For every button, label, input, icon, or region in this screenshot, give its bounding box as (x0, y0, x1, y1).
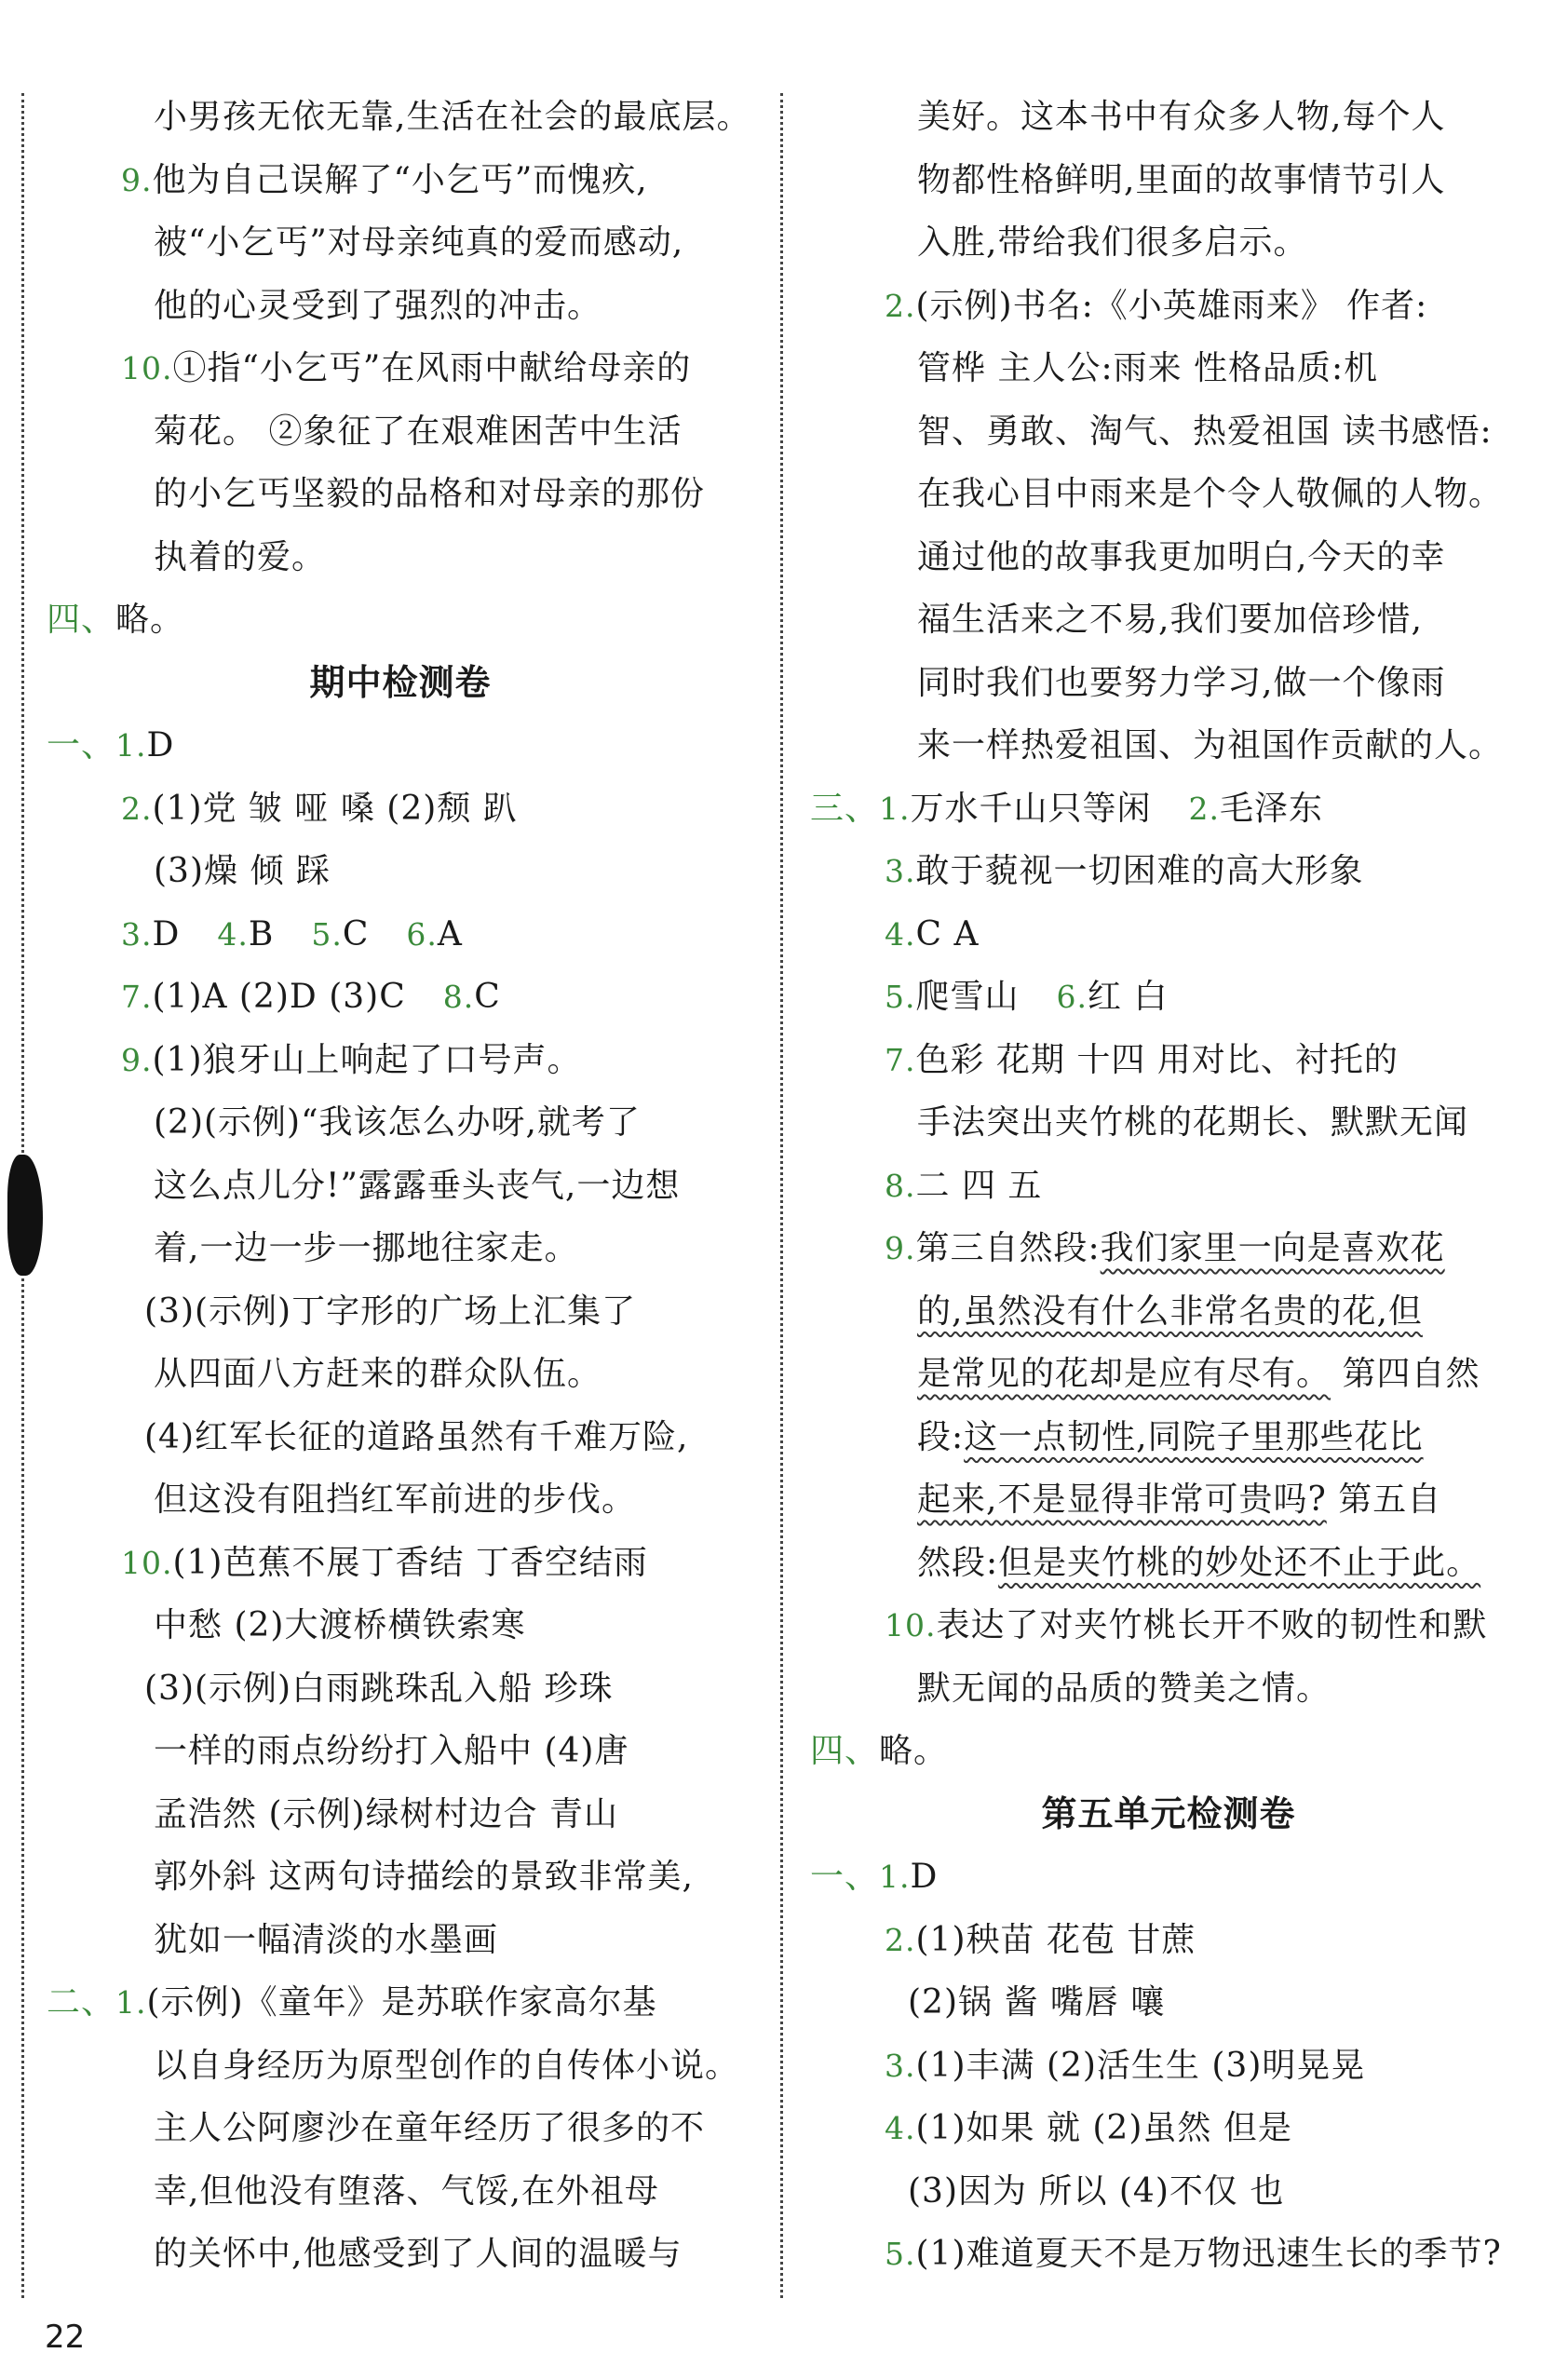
answer-text: (3)(示例)丁字形的广场上汇集了 (144, 1291, 637, 1331)
answer-text: 来一样热爱祖国、为祖国作贡献的人。 (917, 726, 1504, 764)
item-number: 1. (115, 1984, 147, 2021)
answer-text: C (342, 914, 370, 953)
answer-line (37, 149, 764, 212)
answer-line (37, 1029, 764, 1092)
answer-text: (2)锅 酱 嘴唇 嚷 (908, 1983, 1166, 2022)
answer-text: C (474, 978, 501, 1016)
answer-line (801, 2035, 1536, 2098)
answer-line (37, 1909, 764, 1972)
answer-line (801, 2097, 1536, 2160)
item-number: 10. (121, 350, 173, 386)
answer-text: 同时我们也要努力学习,做一个像雨 (917, 663, 1446, 702)
answer-text: 美好。这本书中有众多人物,每个人 (917, 98, 1446, 136)
answer-text: (1)难道夏天不是万物迅速生长的季节? (915, 2235, 1502, 2273)
underlined-answer-text: 我们家里一向是喜欢花 (1100, 1229, 1445, 1267)
answer-text: 略。 (879, 1732, 949, 1770)
answer-text: B (248, 914, 275, 953)
answer-text: 红 白 (1088, 978, 1169, 1016)
answer-text: 色彩 花期 十四 用对比、衬托的 (915, 1040, 1399, 1079)
answer-text: 以自身经历为原型创作的自传体小说。 (154, 2046, 740, 2085)
answer-text: 孟浩然 (示例)绿树村边合 青山 (154, 1794, 618, 1833)
answer-text: (示例)书名:《小英雄雨来》 作者: (915, 286, 1428, 325)
answer-text: 着,一边一步一挪地往家走。 (154, 1229, 579, 1267)
answer-text: (1)丰满 (2)活生生 (3)明晃晃 (915, 2046, 1366, 2085)
item-number: 3. (885, 853, 916, 889)
answer-line (801, 1909, 1536, 1972)
item-number: 2. (1188, 790, 1221, 827)
answer-text: (2)(示例)“我该怎么办呀,就考了 (154, 1103, 641, 1142)
right-column (801, 86, 1536, 2286)
answer-text: 郭外斜 这两句诗描绘的景致非常美, (154, 1858, 694, 1896)
underlined-answer-text: 是常见的花却是应有尽有。 (917, 1355, 1331, 1393)
answer-line (801, 652, 1536, 715)
item-number: 10. (885, 1607, 937, 1643)
answer-line (801, 211, 1536, 275)
answer-text: 主人公阿廖沙在童年经历了很多的不 (154, 2109, 706, 2147)
answer-text: (示例)《童年》是苏联作家高尔基 (146, 1983, 657, 2022)
answer-text: 一样的雨点纷纷打入船中 (4)唐 (154, 1732, 629, 1770)
answer-line (37, 840, 764, 903)
answer-line (801, 1155, 1536, 1218)
answer-text: (1)党 皱 哑 嗓 (2)颓 趴 (152, 789, 518, 828)
answer-line (37, 1468, 764, 1532)
answer-line (37, 1343, 764, 1406)
answer-line (37, 2035, 764, 2098)
answer-line (37, 1532, 764, 1595)
answer-text: ①指“小乞丐”在风雨中献给母亲的 (172, 349, 692, 387)
item-number: 8. (442, 979, 475, 1015)
answer-line (37, 1091, 764, 1155)
answer-line (37, 2223, 764, 2286)
answer-text: 默无闻的品质的赞美之情。 (917, 1669, 1331, 1708)
item-number: 8. (885, 1167, 916, 1204)
answer-line (37, 903, 764, 967)
item-number: 7. (885, 1041, 916, 1078)
answer-text: 管桦 主人公:雨来 性格品质:机 (917, 349, 1379, 387)
answer-line (801, 778, 1536, 841)
answer-line (37, 1594, 764, 1657)
item-number: 7. (121, 979, 153, 1015)
section-marker: 一、 (810, 1858, 880, 1896)
answer-text: 然段: (917, 1543, 999, 1582)
answer-text: (3)(示例)白雨跳珠乱入船 珍珠 (144, 1669, 614, 1708)
answer-line (37, 2160, 764, 2224)
answer-line (801, 588, 1536, 652)
answer-line (801, 400, 1536, 464)
answer-text: 他的心灵受到了强烈的冲击。 (154, 286, 602, 325)
item-number: 1. (115, 727, 147, 764)
answer-line (801, 1971, 1536, 2035)
answer-line (37, 588, 764, 652)
item-number: 5. (885, 979, 916, 1015)
answer-line (37, 211, 764, 275)
answer-text: D (146, 726, 175, 764)
answer-line (801, 2223, 1536, 2286)
answer-text: (1)A (2)D (3)C (152, 978, 406, 1016)
section-marker: 二、 (47, 1983, 116, 2022)
answer-line (37, 1155, 764, 1218)
answer-text: 小男孩无依无靠,生活在社会的最底层。 (154, 98, 751, 136)
answer-line (801, 1406, 1536, 1469)
section-title: 第五单元检测卷 (1041, 1792, 1296, 1834)
answer-line (801, 1468, 1536, 1532)
answer-text: (3)燥 倾 踩 (154, 852, 331, 890)
section-marker: 三、 (810, 789, 880, 828)
answer-text: 入胜,带给我们很多启示。 (917, 223, 1308, 262)
item-number: 10. (121, 1544, 173, 1581)
answer-text: 犹如一幅清淡的水墨画 (154, 1920, 499, 1959)
answer-line (37, 1846, 764, 1909)
answer-line (801, 86, 1536, 149)
answer-line (37, 714, 764, 778)
answer-line (801, 1280, 1536, 1344)
answer-text: 略。 (115, 601, 185, 639)
answer-text: 智、勇敢、淘气、热爱祖国 读书感悟: (917, 412, 1493, 451)
answer-line (801, 2160, 1536, 2224)
answer-text: 从四面八方赶来的群众队伍。 (154, 1355, 602, 1393)
item-number: 9. (885, 1230, 916, 1266)
answer-text: 物都性格鲜明,里面的故事情节引人 (917, 160, 1446, 199)
answer-text: 二 四 五 (915, 1166, 1043, 1205)
answer-text: D (910, 1858, 939, 1896)
answer-line (801, 149, 1536, 212)
answer-text: 菊花。 ②象征了在艰难困苦中生活 (154, 412, 683, 451)
answer-line (37, 275, 764, 338)
item-number: 5. (311, 915, 343, 953)
answer-text: (1)如果 就 (2)虽然 但是 (915, 2109, 1292, 2147)
answer-text: 但这没有阻挡红军前进的步伐。 (154, 1481, 637, 1519)
answer-line (801, 1594, 1536, 1657)
underlined-answer-text: 这一点韧性,同院子里那些花比 (964, 1417, 1424, 1456)
answer-text: 万水千山只等闲 (910, 789, 1152, 828)
answer-text: 表达了对夹竹桃长开不败的韧性和默 (936, 1606, 1488, 1644)
answer-line (37, 86, 764, 149)
item-number: 6. (1056, 979, 1088, 1015)
underlined-answer-text: 但是夹竹桃的妙处还不止于此。 (998, 1543, 1481, 1582)
section-marker: 四、 (810, 1732, 880, 1770)
answer-line (801, 1091, 1536, 1155)
underlined-answer-text: 起来,不是显得非常可贵吗? (917, 1481, 1327, 1519)
answer-line (801, 1029, 1536, 1092)
item-number: 5. (885, 2236, 916, 2272)
answer-text: 中愁 (2)大渡桥横铁索寒 (154, 1606, 526, 1644)
section-title: 期中检测卷 (309, 661, 492, 703)
answer-text: (3)因为 所以 (4)不仅 也 (908, 2171, 1285, 2211)
answer-line (801, 714, 1536, 778)
answer-line (37, 1657, 764, 1721)
section-marker: 四、 (47, 601, 116, 639)
left-column (37, 86, 764, 2286)
column-divider-line (780, 93, 783, 2298)
item-number: 6. (406, 915, 438, 953)
answer-text: 通过他的故事我更加明白,今天的幸 (917, 537, 1446, 576)
answer-line (801, 903, 1536, 967)
item-number: 3. (885, 2047, 916, 2084)
answer-line (801, 275, 1536, 338)
answer-text: 的关怀中,他感受到了人间的温暖与 (154, 2235, 683, 2273)
answer-line (37, 1280, 764, 1344)
item-number: 2. (885, 287, 916, 324)
answer-text: 爬雪山 (915, 978, 1020, 1016)
answer-text: 毛泽东 (1220, 789, 1324, 828)
answer-text: D (152, 914, 181, 953)
answer-line (37, 337, 764, 400)
answer-text: (1)芭蕉不展丁香结 丁香空结雨 (172, 1543, 648, 1582)
answer-line (801, 1217, 1536, 1280)
answer-line (801, 1343, 1536, 1406)
answer-text: 第四自然 (1331, 1355, 1480, 1393)
item-number: 4. (217, 915, 249, 953)
answer-line (37, 463, 764, 526)
answer-line (801, 337, 1536, 400)
answer-text: 的小乞丐坚毅的品格和对母亲的那份 (154, 475, 706, 513)
answer-line (37, 1720, 764, 1783)
answer-text: A (437, 914, 463, 953)
answer-text: 这么点儿分!”露露垂头丧气,一边想 (154, 1166, 681, 1205)
item-number: 3. (121, 915, 153, 953)
answer-line (37, 778, 764, 841)
item-number: 2. (885, 1921, 916, 1958)
item-number: 1. (879, 790, 911, 827)
answer-text: (1)狼牙山上响起了口号声。 (152, 1040, 582, 1079)
answer-line (37, 526, 764, 589)
answer-line (37, 966, 764, 1029)
answer-line (37, 400, 764, 464)
answer-line (801, 1532, 1536, 1595)
answer-line (37, 1217, 764, 1280)
answer-text: 敢于藐视一切困难的高大形象 (915, 852, 1364, 890)
answer-text: 第三自然段: (915, 1229, 1101, 1267)
answer-text: 被“小乞丐”对母亲纯真的爱而感动, (154, 223, 684, 262)
answer-text: 段: (917, 1417, 965, 1456)
answer-line (801, 1657, 1536, 1721)
answer-text: 在我心目中雨来是个令人敬佩的人物。 (917, 475, 1504, 513)
answer-line (801, 526, 1536, 589)
answer-text: 第五自 (1326, 1481, 1442, 1519)
answer-text: (4)红军长征的道路虽然有千难万险, (144, 1417, 689, 1456)
answer-line (801, 1720, 1536, 1783)
answer-text: 幸,但他没有堕落、气馁,在外祖母 (154, 2171, 659, 2211)
answer-line (801, 840, 1536, 903)
answer-line (37, 1406, 764, 1469)
section-marker: 一、 (47, 726, 116, 764)
answer-text: 执着的爱。 (154, 537, 327, 576)
underlined-answer-text: 的,虽然没有什么非常名贵的花,但 (917, 1291, 1423, 1331)
item-number: 9. (121, 1041, 153, 1078)
answer-text: 福生活来之不易,我们要加倍珍惜, (917, 601, 1423, 639)
answer-line (801, 463, 1536, 526)
answer-text: (1)秧苗 花苞 甘蔗 (915, 1920, 1196, 1959)
answer-line (37, 2097, 764, 2160)
item-number: 9. (121, 161, 153, 198)
answer-text: C A (915, 914, 980, 953)
answer-line (37, 1783, 764, 1846)
answer-line (37, 1971, 764, 2035)
answer-text: 手法突出夹竹桃的花期长、默默无闻 (917, 1103, 1469, 1142)
item-number: 4. (885, 2110, 916, 2146)
item-number: 1. (879, 1859, 911, 1895)
item-number: 4. (885, 915, 916, 953)
page-number: 22 (45, 2319, 86, 2356)
answer-line (801, 1846, 1536, 1909)
answer-line (801, 966, 1536, 1029)
item-number: 2. (121, 790, 153, 827)
answer-text: 他为自己误解了“小乞丐”而愧疚, (152, 160, 648, 199)
